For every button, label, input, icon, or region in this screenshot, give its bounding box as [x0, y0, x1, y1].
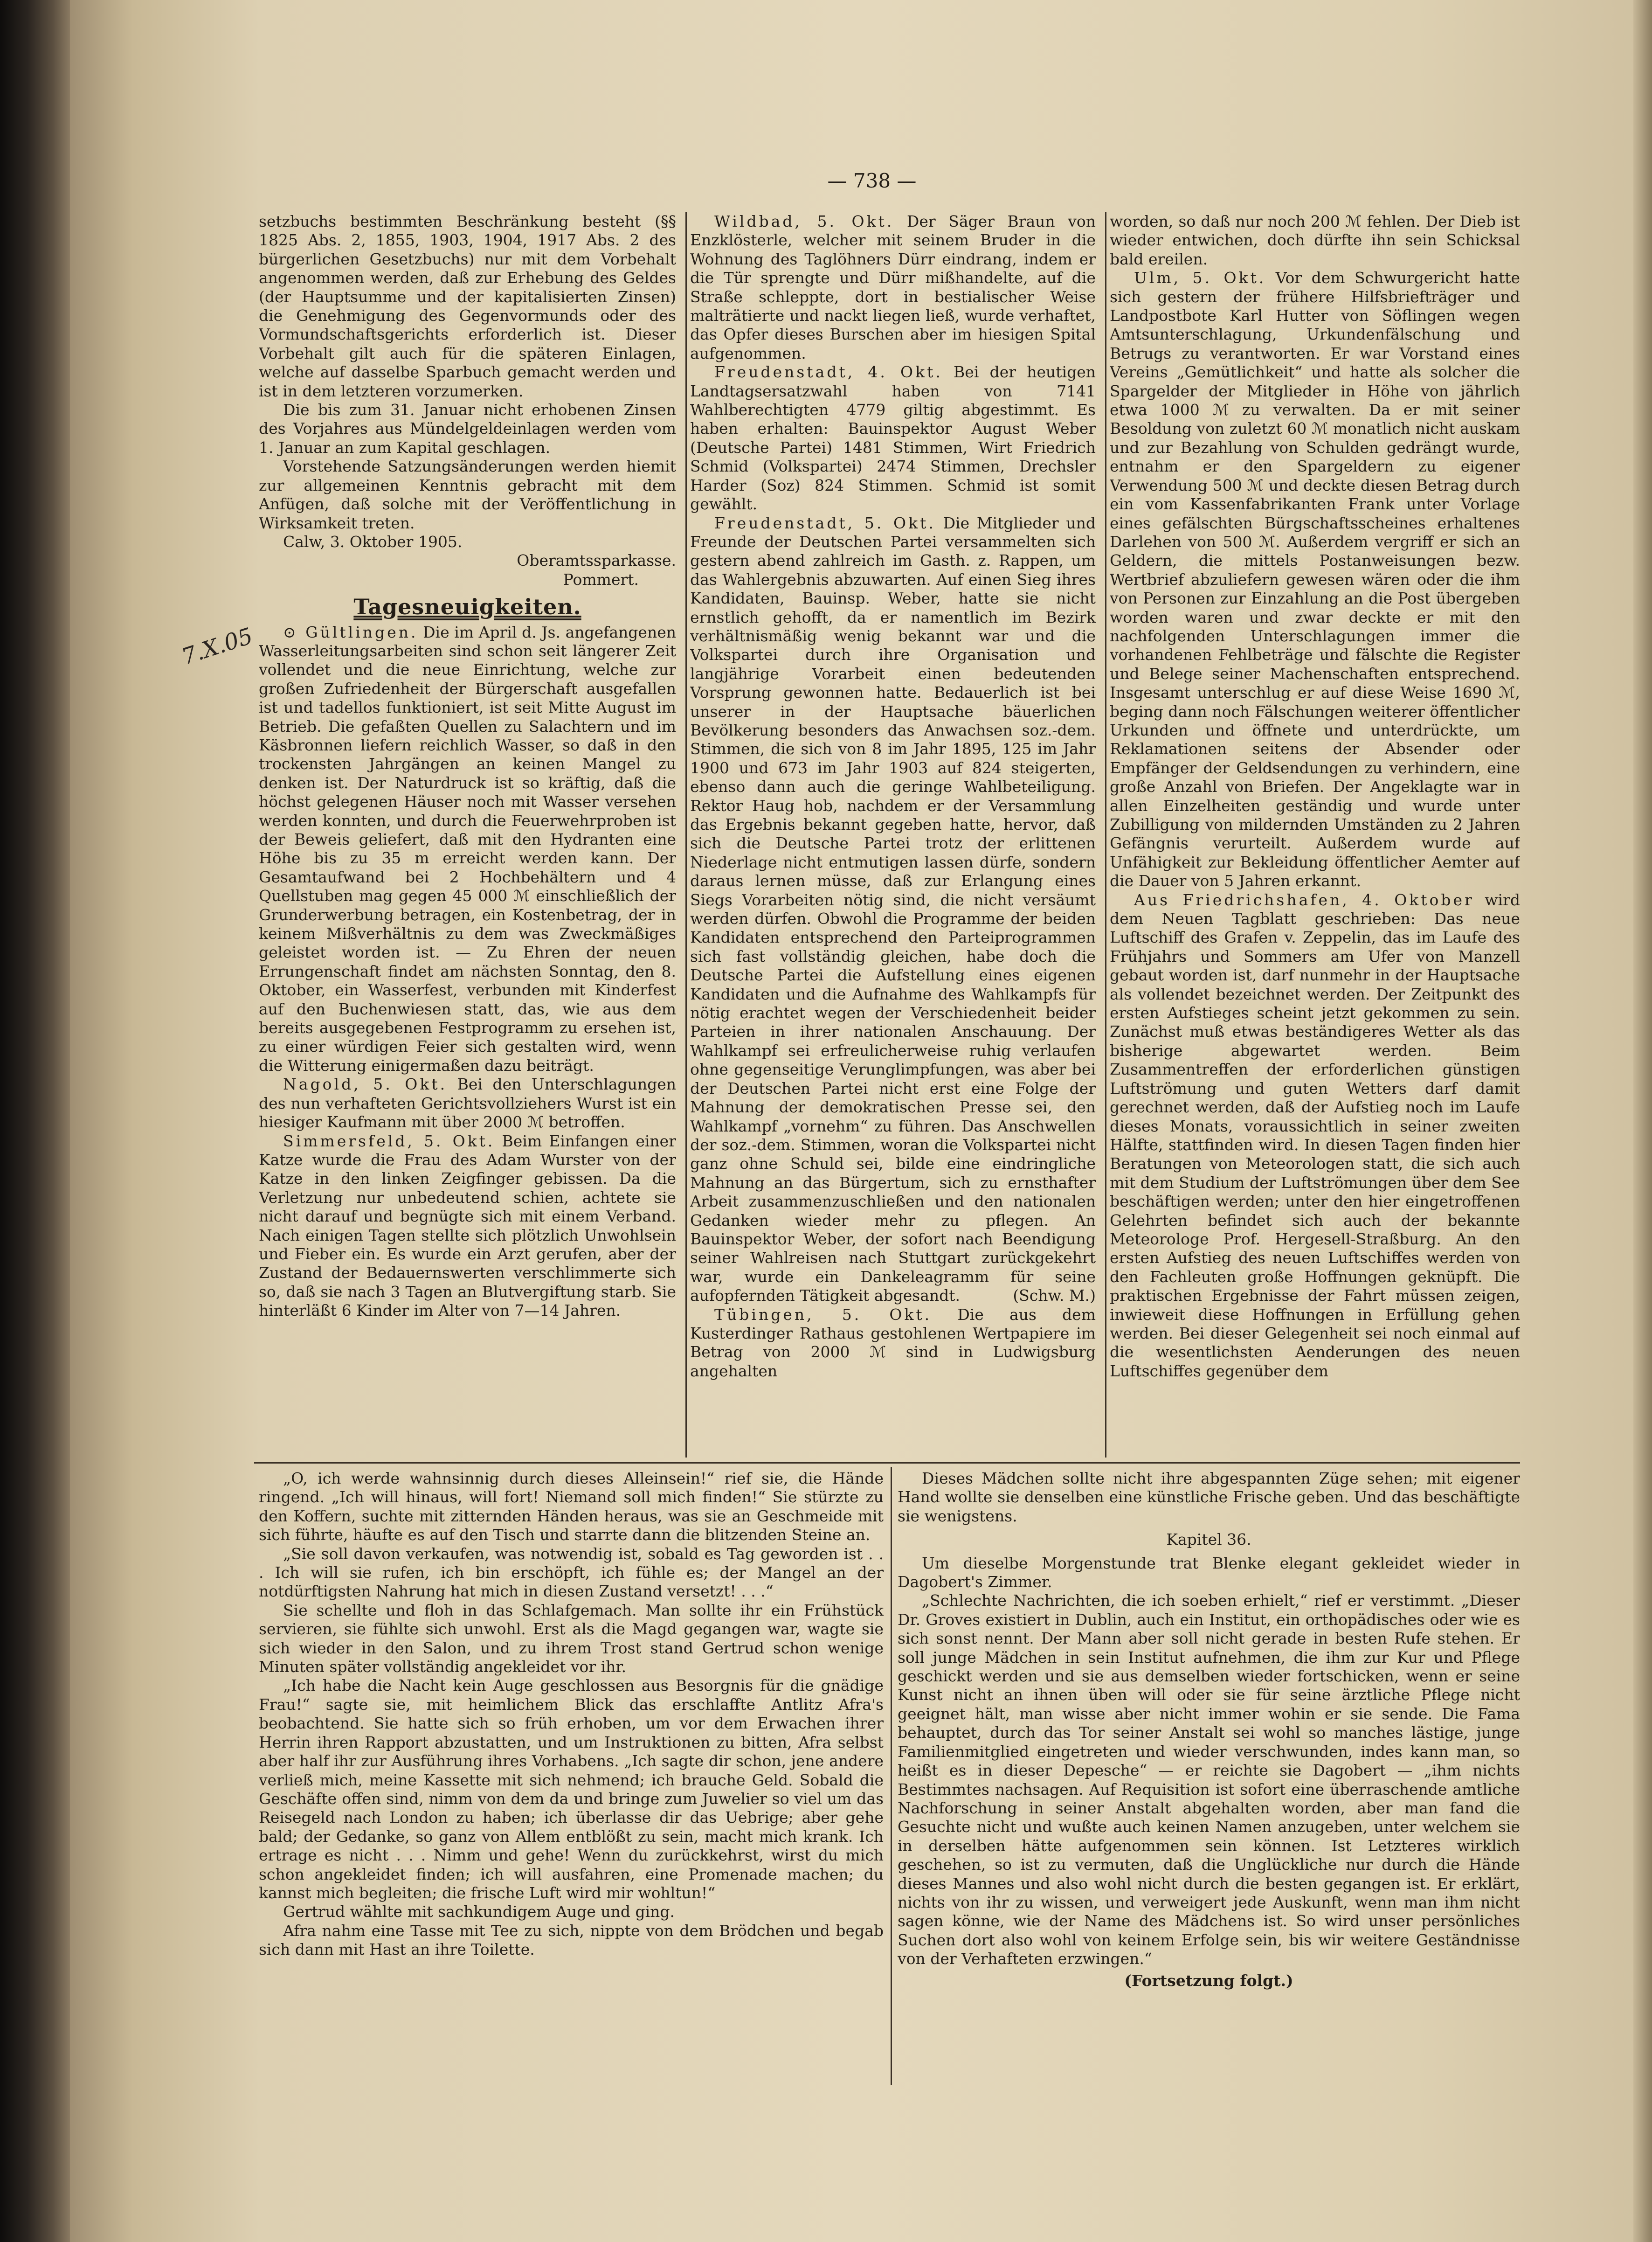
serial-left-p3: Sie schellte und floh in das Schlafgemach. Man sollte ihr ein Frühstück servieren, sie fühlte sich unwohl. Erst als die Magd gegangen war, wagte sie sich wieder in den Salon, und zu ihrem Trost stand Gertrud schon wenige Minuten später vollständig angekleidet vor ihr.: [259, 1601, 884, 1676]
serial-chapter-heading: Kapitel 36.: [1166, 1530, 1251, 1549]
news-text: Der Säger Braun von Enzklösterle, welcher mit seinem Bruder in die Wohnung des Taglöhners Dürr eindrang, indem er die Tür sprengte und Dürr mißhandelte, auf die Straße schleppte, dort in bestialischer Weise malträtierte und nackt liegen ließ, wurde verhaftet, das Opfer dieses Burschen aber im hiesigen Spital aufgenommen.: [690, 212, 1096, 362]
news-text: wird dem Neuen Tagblatt geschrieben: Das neue Luftschiff des Grafen v. Zeppelin, das im Laufe des Frühjahrs und Sommers am Ufer von Manzell gebaut worden ist, darf nunmehr in der Hauptsache als vollendet bezeichnet werden. Der Zeitpunkt des ersten Aufstieges scheint jetzt gekommen zu sein. Zunächst muß etwas beständigeres Wetter als das bisherige abgewartet werden. Beim Zusammentreffen der erforderlichen günstigen Luftströmung und guten Wetters darf damit gerechnet werden, daß der Aufstieg noch im Laufe dieses Monats, voraussichtlich in seiner zweiten Hälfte, stattfinden wird. In diesen Tagen finden hier Beratungen von Meteorologen statt, die sich auch mit dem Studium der Luftströmungen über dem See beschäftigen werden; unter den hier eingetroffenen Gelehrten befindet sich auch der bekannte Meteorologe Prof. Hergesell-Straßburg. An den ersten Aufstieg des neuen Luftschiffes werden von den Fachleuten große Hoffnungen geknüpft. Die praktischen Ergebnisse der Fahrt müssen zeigen, inwieweit diese Hoffnungen in Erfüllung gehen werden. Bei dieser Gelegenheit sei noch einmal auf die wesentlichsten Aenderungen des neuen Luftschiffes gegenüber dem: [1110, 890, 1520, 1380]
col1-dateline: Calw, 3. Oktober 1905.: [283, 532, 463, 551]
serial-continued-note: (Fortsetzung folgt.): [1124, 1971, 1293, 1990]
news-text: Beim Einfangen einer Katze wurde die Frau des Adam Wurster von der Katze in den linken Zeigfinger gebissen. Da die Verletzung nur unbedeutend schien, achtete sie nicht darauf und begnügte sich mit einem Verband. Nach einigen Tagen stellte sich plötzlich Unwohlsein und Fieber ein. Es wurde ein Arzt gerufen, aber der Zustand der Bedauernswerten verschlimmerte sich so, daß sie nach 3 Tagen an Blutvergiftung starb. Sie hinterläßt 6 Kinder im Alter von 7—14 Jahren.: [259, 1131, 676, 1320]
news-friedrichshafen: [1110, 891, 1520, 1381]
news-text: Die aus dem Kusterdinger Rathaus gestohlenen Wertpapiere im Betrag von 2000 ℳ sind in Ludwigsburg angehalten: [690, 1305, 1096, 1380]
news-source: (Schw. M.): [1013, 1286, 1096, 1305]
news-place: Simmersfeld, 5. Okt.: [283, 1131, 495, 1150]
news-place: Freudenstadt, 4. Okt.: [714, 363, 943, 382]
serial-left-column: [259, 1469, 884, 2085]
page-number-value: 738: [853, 169, 891, 192]
news-place: Nagold, 5. Okt.: [283, 1075, 448, 1094]
news-text: Bei der heutigen Landtagsersatzwahl haben von 7141 Wahlberechtigten 4779 giltig abgestimmt. Es haben erhalten: Bauinspektor August Weber (Deutsche Partei) 1481 Stimmen, Wirt Friedrich Schmid (Volkspartei) 2474 Stimmen, Drechsler Harder (Soz) 824 Stimmen. Schmid ist somit gewählt.: [690, 363, 1096, 514]
news-simmersfeld: [259, 1132, 676, 1320]
col1-p2: Die bis zum 31. Januar nicht erhobenen Zinsen des Vorjahres aus Mündelgeldeinlagen werden vom 1. Januar an zum Kapital geschlagen.: [259, 401, 676, 457]
news-text: Die im April d. Js. angefangenen Wasserleitungsarbeiten sind schon seit längerer Zeit vollendet und die neue Einrichtung, welche zur großen Zufriedenheit der Bürgerschaft ausgefallen ist und tadellos funktioniert, ist seit Mitte August im Betrieb. Die gefaßten Quellen zu Salachtern und im Käsbronnen liefern reichlich Wasser, so daß in den trockensten Jahrgängen an keinen Mangel zu denken ist. Der Naturdruck ist so kräftig, daß die höchst gelegenen Häuser noch mit Wasser versehen werden konnten, und durch die Feuerwehrproben ist der Beweis geliefert, daß mit den Hydranten eine Höhe bis zu 35 m erreicht werden kann. Der Gesamtaufwand bei 2 Hochbehältern und 4 Quellstuben mag gegen 45 000 ℳ einschließlich der Grunderwerbung betragen, ein Kostenbetrag, der in keinem Mißverhältnis zu dem was Zweckmäßiges geleistet worden ist. — Zu Ehren der neuen Errungenschaft findet am nächsten Sonntag, den 8. Oktober, ein Wasserfest, verbunden mit Kinderfest auf den Buchenwiesen statt, das, wie aus dem bereits ausgegebenen Festprogramm zu ersehen ist, zu einer würdigen Feier sich gestalten wird, wenn die Witterung einigermaßen dazu beiträgt.: [259, 623, 676, 1075]
news-tuebingen: [690, 1305, 1096, 1381]
news-place: Wildbad, 5. Okt.: [714, 212, 894, 230]
news-ulm: [1110, 269, 1520, 890]
serial-left-p1: „O, ich werde wahnsinnig durch dieses Alleinsein!“ rief sie, die Hände ringend. „Ich will hinaus, will fort! Niemand soll mich finden!“ Sie stürzte zu den Koffern, suchte mit zitternden Händen heraus, was sie an Geschmeide mit sich führte, häufte es auf den Tisch und starrte dann die blitzenden Steine an.: [259, 1469, 884, 1544]
serial-right-p1: Dieses Mädchen sollte nicht ihre abgespannten Züge sehen; mit eigener Hand wollte sie denselben eine künstliche Frische geben. Und das beschäftigte sie wenigstens.: [898, 1469, 1520, 1525]
serial-left-p6: Afra nahm eine Tasse mit Tee zu sich, nippte von dem Brödchen und begab sich dann mit Hast an ihre Toilette.: [259, 1921, 884, 1959]
news-text: Die Mitglieder und Freunde der Deutschen Partei versammelten sich gestern abend zahlreich im Gasth. z. Rappen, um das Wahlergebnis abzuwarten. Auf einen Sieg ihres Kandidaten, Bauinsp. Weber, hatte sie nicht ernstlich gehofft, da er namentlich im Bezirk verhältnismäßig wenig bekannt war und die Volkspartei durch ihre Organisation und langjährige Vorarbeit einen bedeutenden Vorsprung gewonnen hatte. Bedauerlich ist bei unserer in der Hauptsache bäuerlichen Bevölkerung besonders das Anwachsen soz.-dem. Stimmen, die sich von 8 im Jahr 1895, 125 im Jahr 1900 und 673 im Jahr 1903 auf 824 steigerten, ebenso dann auch die geringe Wahlbeteiligung. Rektor Haug hob, nachdem er der Versammlung das Ergebnis bekannt gegeben hatte, hervor, daß sich die Deutsche Partei trotz der erlittenen Niederlage nicht entmutigen lassen dürfe, sondern daraus lernen müsse, daß zur Erlangung eines Siegs Vorarbeiten nötig sind, die nicht versäumt werden dürfen. Obwohl die Programme der beiden Kandidaten entsprechend den Parteiprogrammen sich fast vollständig gleichen, habe doch die Deutsche Partei die Aufstellung eines eigenen Kandidaten und die Aufnahme des Wahlkampfs für nötig erachtet wegen der Verschiedenheit beider Parteien in ihrer nationalen Anschauung. Der Wahlkampf sei erfreulicherweise ruhig verlaufen ohne gegenseitige Verunglimpfungen, was aber bei der Deutschen Partei nicht erst eine Folge der Mahnung der demokratischen Presse sei, den Wahlkampf „vornehm“ zu führen. Das Anschwellen der soz.-dem. Stimmen, woran die Volkspartei nicht ganz ohne Schuld sei, bilde eine eindringliche Mahnung an das Bürgertum, sich zu ernsthafter Arbeit zusammenzuschließen und den nationalen Gedanken wieder mehr zu pflegen. An Bauinspektor Weber, der sofort nach Beendigung seiner Wahlreisen nach Stuttgart zurückgekehrt war, wurde ein Dankeleagramm für seine aufopfernden Tätigkeit abgesandt.: [690, 514, 1096, 1305]
news-freudenstadt-1: [690, 363, 1096, 514]
news-place: Aus Friedrichshafen, 4. Oktober: [1134, 890, 1474, 909]
news-place: ⊙ Gültlingen.: [283, 623, 418, 641]
serial-left-p4: „Ich habe die Nacht kein Auge geschlossen aus Besorgnis für die gnädige Frau!“ sagte sie, mit heimlichem Blick das erschlaffte Antlitz Afra's beobachtend. Sie hatte sich so früh erhoben, um vor dem Erwachen ihrer Herrin ihren Rapport abzustatten, und um Instruktionen zu bitten, Afra selbst aber half ihr zur Ausführung ihres Vorhabens. „Ich sagte dir schon, jene andere verließ mich, meine Kassette mit sich nehmend; ich brauche Geld. Sobald die Geschäfte offen sind, nimm von dem da und bringe zum Juwelier so viel um das Reisegeld nach London zu haben; ich überlasse dir das Uebrige; aber gehe bald; der Gedanke, so ganz von Allem entblößt zu sein, macht mich krank. Ich ertrage es nicht . . . Nimm und gehe! Wenn du zurückkehrst, wirst du mich schon angekleidet finden; ich will ausfahren, eine Promenade machen; du kannst mich begleiten; die frische Luft wird mir wohltun!“: [259, 1676, 884, 1902]
handwritten-date: 7.X.05: [178, 623, 256, 670]
page-number: — 738 —: [827, 169, 917, 192]
page-edge: [1633, 0, 1652, 2242]
col1-p1: setzbuchs bestimmten Beschränkung besteht (§§ 1825 Abs. 2, 1855, 1903, 1904, 1917 Abs. 2 des bürgerlichen Gesetzbuchs) nur mit dem Vorbehalt angenommen werden, daß zur Erhebung des Geldes (der Hauptsumme und der kapitalisierten Zinsen) die Genehmigung des Gegenvormunds oder des Vormundschaftsgerichts erforderlich ist. Dieser Vorbehalt gilt auch für die späteren Einlagen, welche auf dasselbe Sparbuch gemacht werden und ist in dem letzteren vorzumerken.: [259, 212, 676, 400]
news-place: Freudenstadt, 5. Okt.: [714, 514, 936, 532]
serial-column-rule: [891, 1467, 892, 2085]
col3-p0: worden, so daß nur noch 200 ℳ fehlen. Der Dieb ist wieder entwichen, doch dürfte ihn sein Schicksal bald ereilen.: [1110, 212, 1520, 268]
column-3: [1110, 212, 1520, 1458]
serial-right-p3: „Schlechte Nachrichten, die ich soeben erhielt,“ rief er verstimmt. „Dieser Dr. Groves existiert in Dublin, auch ein Institut, ein orthopädisches oder wie es sich sonst nennt. Der Mann aber soll nicht gerade in besten Rufe stehen. Er soll junge Mädchen in sein Institut aufnehmen, die ihm zur Kur und Pflege geschickt werden und sie aus demselben wieder fortschicken, wenn er seine Kunst nicht an ihnen üben will oder sie für seine ärztliche Pflege nicht geeignet hält, man wisse aber nicht immer wohin er sie sende. Die Fama behauptet, durch das Tor seiner Anstalt sei wohl so manches lästige, junge Familienmitglied eingetreten und wieder verschwunden, indes kann man, so heißt es in dieser Depesche“ — er reichte sie Dagobert — „ihm nichts Bestimmtes nachsagen. Auf Requisition ist sofort eine überraschende amtliche Nachforschung in seiner Anstalt abgehalten worden, aber man fand die Gesuchte nicht und wußte auch keinen Namen anzugeben, unter welchem sie in derselben hätte aufgenommen sein können. Ist Letzteres wirklich geschehen, so ist zu vermuten, daß die Unglückliche nur durch die Hände dieses Mannes und also wohl nicht durch die besten gegangen ist. Er erklärt, nichts von ihr zu wissen, und verweigert jede Auskunft, wenn man ihm nicht sagen könne, wie der Name des Mädchens ist. So wird unser persönliches Suchen dort also wohl von keinem Erfolge sein, bis wir weitere Geständnisse von der Verhafteten erzwingen.“: [898, 1591, 1520, 1968]
column-2: [690, 212, 1096, 1458]
news-freudenstadt-2: [690, 514, 1096, 1305]
news-nagold: [259, 1075, 676, 1131]
column-rule-2: [1105, 212, 1106, 1458]
serial-left-p2: „Sie soll davon verkaufen, was notwendig ist, sobald es Tag geworden ist . . . Ich will sie rufen, ich bin erschöpft, ich fühle es; der Mangel an der notdürftigsten Nahrung hat mich in diesen Zustand versetzt! . . .“: [259, 1544, 884, 1601]
news-place: Ulm, 5. Okt.: [1134, 269, 1266, 287]
serial-right-p2: Um dieselbe Morgenstunde trat Blenke elegant gekleidet wieder in Dagobert's Zimmer.: [898, 1554, 1520, 1591]
column-rule-1: [685, 212, 687, 1458]
news-place: Tübingen, 5. Okt.: [714, 1305, 932, 1324]
serial-left-p5: Gertrud wählte mit sachkundigem Auge und ging.: [283, 1902, 675, 1921]
serial-right-column: [898, 1469, 1520, 2085]
news-gueltlingen: [259, 623, 676, 1076]
section-heading: Tagesneuigkeiten.: [353, 594, 581, 620]
book-gutter: [0, 0, 70, 2242]
news-text: Bei den Unterschlagungen des nun verhafteten Gerichtsvollziehers Wurst ist ein hiesiger Kaufmann mit über 2000 ℳ betroffen.: [259, 1075, 676, 1131]
news-text: Vor dem Schwurgericht hatte sich gestern der frühere Hilfsbriefträger und Landpostbote Karl Hutter von Söflingen wegen Amtsunterschlagung, Urkundenfälschung und Betrugs zu verantworten. Er war Vorstand eines Vereins „Gemütlichkeit“ und hatte als solcher die Spargelder der Mitglieder in Höhe von jährlich etwa 1000 ℳ zu verwalten. Da er mit seiner Besoldung von zuletzt 60 ℳ monatlich nicht auskam und zur Bezahlung von Schulden gedrängt wurde, entnahm er den Spargeldern zu eigener Verwendung 500 ℳ und deckte diesen Betrag durch ein vom Kassenfabrikanten Frank unter Vorlage eines gefälschten Bürgschaftsscheines erhaltenes Darlehen von 500 ℳ. Außerdem vergriff er sich an Geldern, die mittels Postanweisungen bezw. Wertbrief abzuliefern gewesen wären oder die ihm von Personen zur Einzahlung an die Post übergeben worden waren und zwar deckte er mit den nachfolgenden Unterschlagungen immer die vorhandenen Fehlbeträge und fälschte die Register und Belege seiner Machenschaften entsprechend. Insgesamt unterschlug er auf diese Weise 1690 ℳ, beging dann noch Fälschungen weiterer öffentlicher Urkunden und öffnete und unterdrückte, um Reklamationen seitens der Absender oder Empfänger der Geldsendungen zu verhindern, eine große Anzahl von Briefen. Der Angeklagte war in allen Einzelheiten geständig und wurde unter Zubilligung von mildernden Umständen zu 2 Jahren Gefängnis verurteilt. Außerdem wurde auf Unfähigkeit zur Bekleidung öffentlicher Aemter auf die Dauer von 5 Jahren erkannt.: [1110, 269, 1520, 890]
column-1: [259, 212, 676, 1458]
serial-separator: [254, 1462, 1520, 1464]
col1-p3: Vorstehende Satzungsänderungen werden hiemit zur allgemeinen Kenntnis gebracht mit dem Anfügen, daß solche mit der Veröffentlichung in Wirksamkeit treten.: [259, 457, 676, 532]
col1-signature-office: Oberamtssparkasse.: [517, 551, 676, 570]
news-wildbad: [690, 212, 1096, 363]
col1-signature-name: Pommert.: [563, 570, 639, 589]
